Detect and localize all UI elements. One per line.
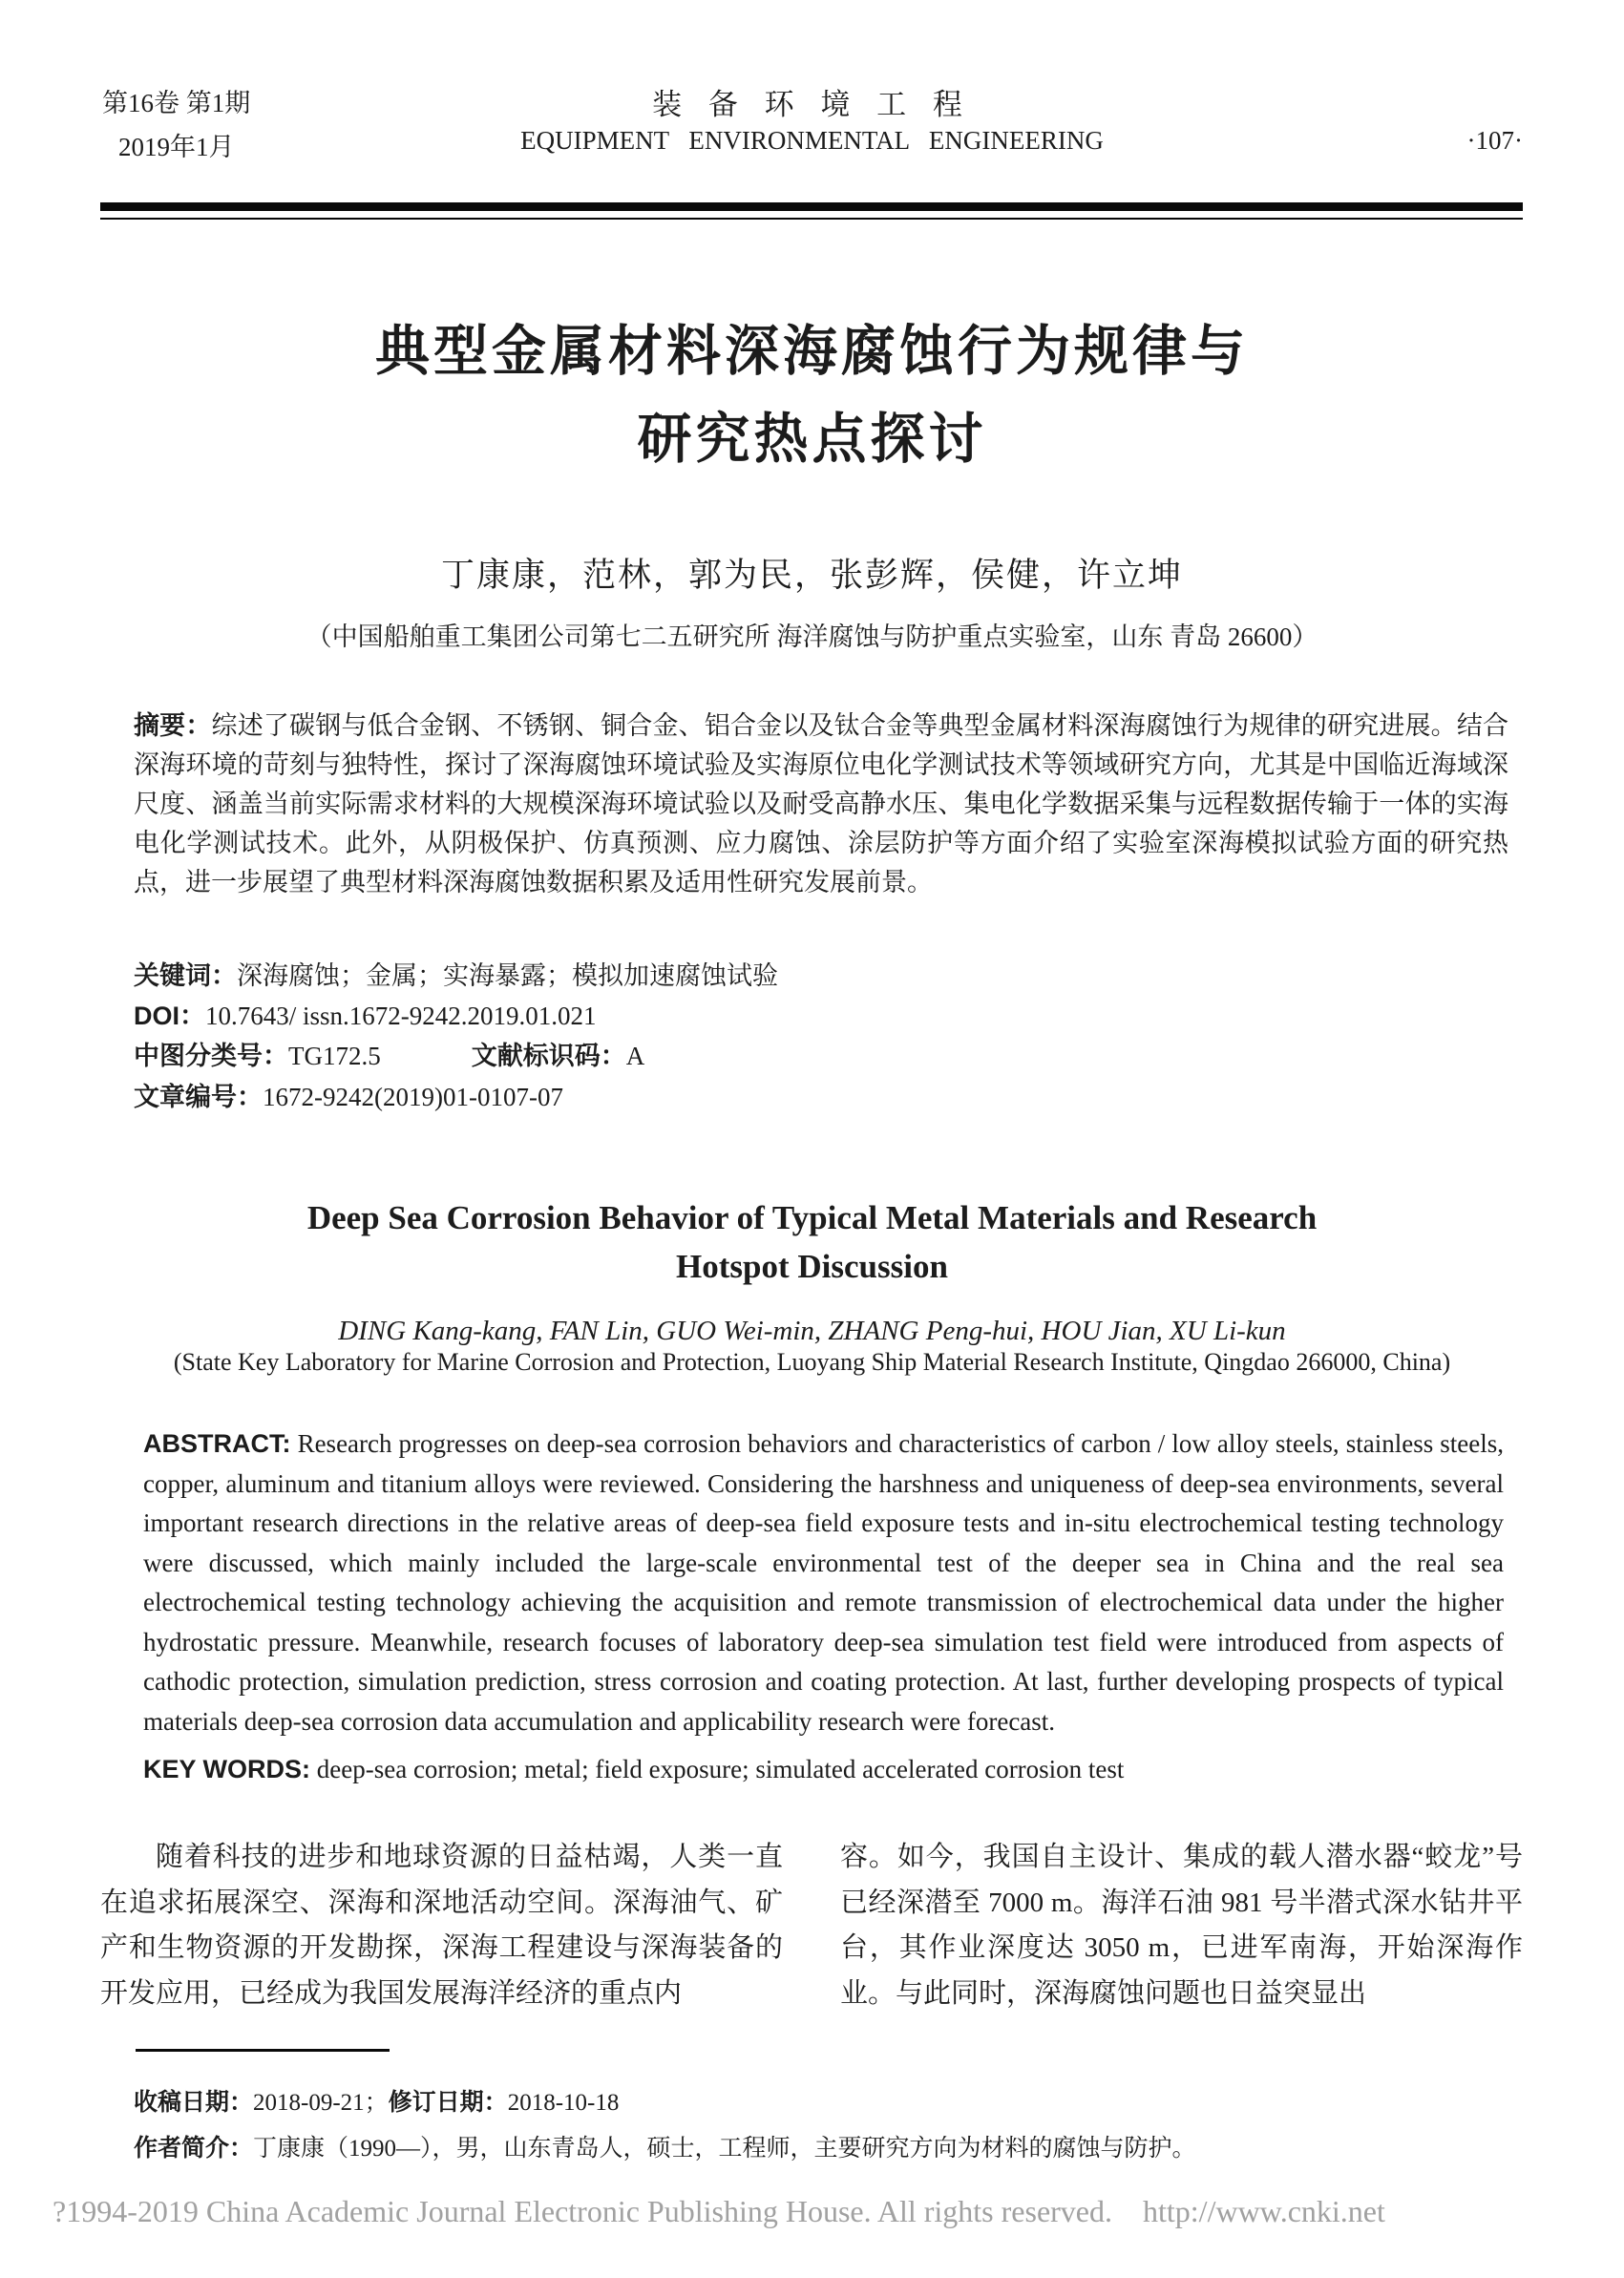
authors-cn: 丁康康，范林，郭为民，张彭辉，侯健，许立坤 [440, 557, 1183, 594]
footnote-dates [134, 2083, 619, 2118]
article-no-line [134, 1076, 563, 1113]
clc-label: 中图分类号： [134, 1042, 288, 1070]
keywords-cn-text: 深海腐蚀；金属；实海暴露；模拟加速腐蚀试验 [237, 961, 778, 990]
header-rule-thin [100, 218, 1523, 220]
article-title-cn-line1: 典型金属材料深海腐蚀行为规律与 [375, 321, 1249, 382]
header-volume-issue: 第16卷 第1期 [102, 89, 251, 117]
affiliation-en: (State Key Laboratory for Marine Corrosion and Protection, Luoyang Ship Material Research Institute, Qingdao 266000, China) [173, 1348, 1451, 1376]
header-rule-thick [100, 202, 1523, 211]
article-title-cn-line2: 研究热点探讨 [637, 409, 987, 470]
received-date-label: 收稿日期： [134, 2089, 254, 2116]
header-issue-date: 2019年1月 [118, 133, 235, 161]
abstract-cn [134, 707, 1508, 902]
footnote-biography [134, 2129, 1196, 2163]
doc-code-label: 文献标识码： [471, 1042, 626, 1070]
doi-line [134, 995, 597, 1032]
article-title-en [0, 1193, 1624, 1291]
affiliation-cn: （中国船舶重工集团公司第七二五研究所 海洋腐蚀与防护重点实验室，山东 青岛 26600） [306, 622, 1318, 651]
journal-title-cn: 装 备 环 境 工 程 [652, 88, 972, 121]
keywords-en-line [143, 1750, 1504, 1790]
keywords-cn-label: 关键词： [134, 961, 237, 990]
footnote-separator [136, 2049, 390, 2052]
article-title-en-line2: Hotspot Discussion [676, 1248, 948, 1285]
doi-value: 10.7643/ issn.1672-9242.2019.01.021 [205, 1002, 597, 1030]
abstract-en [143, 1424, 1504, 1741]
body-column-right: 容。如今，我国自主设计、集成的载人潜水器“蛟龙”号已经深潜至 7000 m。海洋石油 981 号半潜式深水钻井平台，其作业深度达 3050 m，已进军南海，开始深海作业。与此同时，深海腐蚀问题也日益突显出 [840, 1842, 1523, 2009]
keywords-en-label: KEY WORDS: [143, 1755, 311, 1783]
doi-label: DOI： [134, 1002, 206, 1030]
revised-date-label: 修订日期： [388, 2089, 508, 2116]
article-title-cn [0, 307, 1624, 483]
biography-label: 作者简介： [134, 2135, 254, 2162]
abstract-en-label: ABSTRACT: [143, 1429, 291, 1458]
cnki-watermark: ?1994-2019 China Academic Journal Electronic Publishing House. All rights reserved. http://www.cnki.net [53, 2194, 1385, 2228]
abstract-cn-label: 摘要： [134, 711, 212, 740]
authors-en: DING Kang-kang, FAN Lin, GUO Wei-min, ZHANG Peng-hui, HOU Jian, XU Li-kun [338, 1316, 1286, 1346]
biography-text: 丁康康（1990—），男，山东青岛人，硕士，工程师，主要研究方向为材料的腐蚀与防护。 [253, 2136, 1196, 2162]
doc-code-value: A [625, 1042, 645, 1070]
keywords-cn-line [134, 955, 778, 992]
article-title-en-line1: Deep Sea Corrosion Behavior of Typical Metal Materials and Research [306, 1199, 1318, 1236]
header-page-number: ·107· [1466, 126, 1523, 155]
journal-title-en: EQUIPMENT ENVIRONMENTAL ENGINEERING [520, 126, 1104, 155]
article-no-label: 文章编号： [134, 1083, 263, 1111]
revised-date-value: 2018-10-18 [507, 2090, 620, 2116]
clc-line [134, 1035, 644, 1072]
abstract-cn-text: 综述了碳钢与低合金钢、不锈钢、铜合金、铝合金以及钛合金等典型金属材料深海腐蚀行为规律的研究进展。结合深海环境的苛刻与独特性，探讨了深海腐蚀环境试验及实海原位电化学测试技术等领域研究方向，尤其是中国临近海域深尺度、涵盖当前实际需求材料的大规模深海环境试验以及耐受高静水压、集电化学数据采集与远程数据传输于一体的实海电化学测试技术。此外，从阴极保护、仿真预测、应力腐蚀、涂层防护等方面介绍了实验室深海模拟试验方面的研究热点，进一步展望了典型材料深海腐蚀数据积累及适用性研究发展前景。 [134, 711, 1509, 896]
keywords-en-text: deep-sea corrosion; metal; field exposure; simulated accelerated corrosion test [316, 1755, 1125, 1783]
article-no-value: 1672-9242(2019)01-0107-07 [263, 1083, 563, 1111]
abstract-en-text: Research progresses on deep-sea corrosion behaviors and characteristics of carbon / low alloy steels, stainless steels, copper, aluminum and titanium alloys were reviewed. Considering the harshness and uniqueness of deep-sea environments, several important research directions in the relative areas of deep-sea field exposure tests and in-situ electrochemical testing technology were discussed, which mainly included the large-scale environmental test of the deeper sea in China and the real sea electrochemical testing technology achieving the acquisition and remote transmission of electrochemical data under the higher hydrostatic pressure. Meanwhile, research focuses of laboratory deep-sea simulation test field were introduced from aspects of cathodic protection, simulation prediction, stress corrosion and coating protection. At last, further developing prospects of typical materials deep-sea corrosion data accumulation and applicability research were forecast. [143, 1429, 1504, 1736]
received-date-value: 2018-09-21； [253, 2090, 389, 2116]
body-column-left: 随着科技的进步和地球资源的日益枯竭，人类一直在追求拓展深空、深海和深地活动空间。深海油气、矿产和生物资源的开发勘探，深海工程建设与深海装备的开发应用，已经成为我国发展海洋经济的重点内 [100, 1842, 783, 2009]
clc-value: TG172.5 [288, 1042, 381, 1070]
